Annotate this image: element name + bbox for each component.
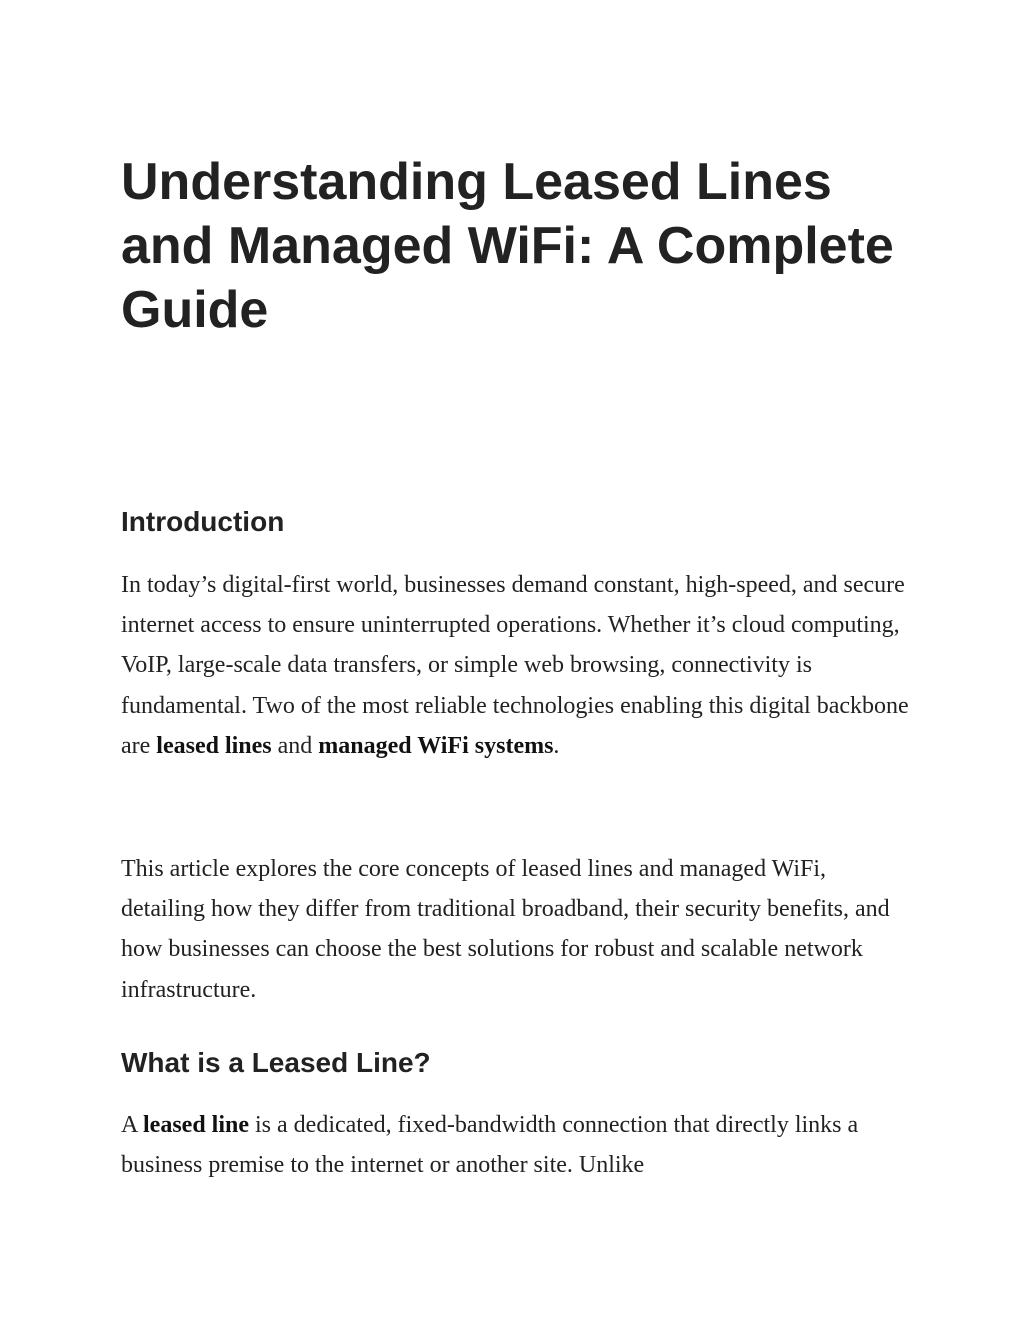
- intro-p1-text-before: In today’s digital-first world, businesses demand constant, high-speed, and secure internet access to ensure uninterrupted operations. Whether it’s cloud computing, VoIP, large-scale data transfers, or simple web browsing, connectivity is fundamental. Two of the most reliable technologies enabling this digital backbone are: [121, 572, 909, 759]
- intro-p1-text-after: .: [553, 732, 560, 759]
- introduction-paragraph-2: This article explores the core concepts of leased lines and managed WiFi, detailing how they differ from traditional broadband, their security benefits, and how businesses can choose the best solutions for robust and scalable network infrastructure.: [121, 856, 890, 1003]
- leased-line-paragraph-1: [121, 1105, 911, 1185]
- leased-line-bold: leased line: [143, 1112, 250, 1138]
- article-title-line-3: Guide: [121, 281, 269, 339]
- managed-wifi-systems-bold: managed WiFi systems: [318, 732, 554, 759]
- article-title-line-2: and Managed WiFi: A Complete: [121, 217, 894, 275]
- leased-line-heading: What is a Leased Line?: [121, 1047, 431, 1078]
- leased-p1-text-after: is a dedicated, fixed-bandwidth connection that directly links a business premise to the internet or another site. Unlike: [121, 1112, 859, 1179]
- leased-p1-text-before: A: [121, 1112, 144, 1138]
- article-title-line-1: Understanding Leased Lines: [121, 153, 832, 211]
- introduction-paragraph-1: [121, 565, 911, 766]
- introduction-heading: Introduction: [121, 506, 285, 537]
- article-title: [121, 150, 911, 342]
- intro-p1-text-mid: and: [271, 732, 319, 759]
- leased-lines-bold: leased lines: [156, 732, 272, 759]
